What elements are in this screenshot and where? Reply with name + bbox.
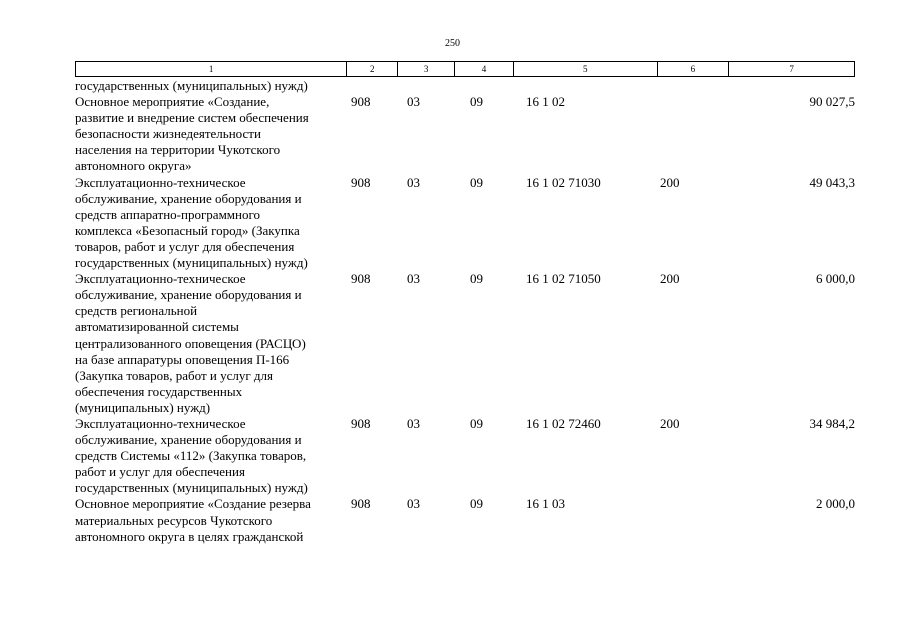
code-target-article: 16 1 02 <box>526 94 565 110</box>
description-line: обслуживание, хранение оборудования и <box>75 190 302 206</box>
header-col-2: 2 <box>347 62 398 76</box>
description-line: централизованного оповещения (РАСЦО) <box>75 335 306 351</box>
code-section: 03 <box>407 271 420 287</box>
table-row <box>75 175 855 272</box>
row-description <box>75 496 347 544</box>
amount: 49 043,3 <box>809 174 855 190</box>
code-subsection: 09 <box>470 94 483 110</box>
description-line: на базе аппаратуры оповещения П-166 <box>75 351 290 367</box>
code-subsection: 09 <box>470 415 483 431</box>
description-line: материальных ресурсов Чукотского <box>75 512 273 528</box>
header-col-6: 6 <box>658 62 730 76</box>
description-line: автономного округа» <box>75 158 192 174</box>
header-col-5: 5 <box>514 62 658 76</box>
code-admin: 908 <box>351 174 371 190</box>
code-section: 03 <box>407 94 420 110</box>
code-admin: 908 <box>351 415 371 431</box>
description-line: государственных (муниципальных) нужд) <box>75 255 308 271</box>
description-line: Основное мероприятие «Создание резерва <box>75 496 311 512</box>
header-col-4: 4 <box>455 62 514 76</box>
page-number: 250 <box>445 38 460 49</box>
row-description <box>75 78 347 94</box>
code-section: 03 <box>407 174 420 190</box>
code-subsection: 09 <box>470 496 483 512</box>
code-target-article: 16 1 03 <box>526 496 565 512</box>
row-description <box>75 94 347 174</box>
description-line: Эксплуатационно-техническое <box>75 271 246 287</box>
description-line: обслуживание, хранение оборудования и <box>75 432 302 448</box>
code-expense-type: 200 <box>660 415 680 431</box>
header-col-1: 1 <box>76 62 347 76</box>
description-line: Основное мероприятие «Создание, <box>75 94 270 110</box>
table-row <box>75 496 855 544</box>
code-target-article: 16 1 02 71050 <box>526 271 601 287</box>
description-line: безопасности жизнедеятельности <box>75 126 261 142</box>
code-expense-type: 200 <box>660 271 680 287</box>
code-subsection: 09 <box>470 174 483 190</box>
code-admin: 908 <box>351 496 371 512</box>
description-line: Эксплуатационно-техническое <box>75 174 246 190</box>
description-line: средств региональной <box>75 303 198 319</box>
table-row <box>75 416 855 496</box>
table-body <box>75 78 855 545</box>
description-line: населения на территории Чукотского <box>75 142 281 158</box>
code-section: 03 <box>407 496 420 512</box>
description-line: средств Системы «112» (Закупка товаров, <box>75 448 307 464</box>
row-description <box>75 271 347 416</box>
description-line: комплекса «Безопасный город» (Закупка <box>75 222 300 238</box>
row-description <box>75 416 347 496</box>
description-line: (муниципальных) нужд) <box>75 399 211 415</box>
description-line: (Закупка товаров, работ и услуг для <box>75 367 273 383</box>
description-line: государственных (муниципальных) нужд) <box>75 78 308 93</box>
description-line: автоматизированной системы <box>75 319 239 335</box>
code-subsection: 09 <box>470 271 483 287</box>
code-target-article: 16 1 02 71030 <box>526 174 601 190</box>
description-line: товаров, работ и услуг для обеспечения <box>75 238 295 254</box>
header-col-7: 7 <box>789 64 794 74</box>
description-line: обеспечения государственных <box>75 383 243 399</box>
code-section: 03 <box>407 415 420 431</box>
code-admin: 908 <box>351 94 371 110</box>
description-line: Эксплуатационно-техническое <box>75 415 246 431</box>
description-line: государственных (муниципальных) нужд) <box>75 480 308 496</box>
amount: 34 984,2 <box>809 415 855 431</box>
amount: 2 000,0 <box>816 496 855 512</box>
header-col-3: 3 <box>398 62 455 76</box>
amount: 90 027,5 <box>809 94 855 110</box>
code-admin: 908 <box>351 271 371 287</box>
code-expense-type: 200 <box>660 174 680 190</box>
table-header <box>75 61 855 77</box>
description-line: работ и услуг для обеспечения <box>75 464 245 480</box>
description-line: автономного округа в целях гражданской <box>75 528 304 544</box>
description-line: средств аппаратно-программного <box>75 206 260 222</box>
description-line: обслуживание, хранение оборудования и <box>75 287 302 303</box>
row-description <box>75 175 347 272</box>
amount: 6 000,0 <box>816 271 855 287</box>
table-row <box>75 94 855 174</box>
code-target-article: 16 1 02 72460 <box>526 415 601 431</box>
table-row <box>75 78 855 94</box>
table-row <box>75 271 855 416</box>
description-line: развитие и внедрение систем обеспечения <box>75 110 309 126</box>
